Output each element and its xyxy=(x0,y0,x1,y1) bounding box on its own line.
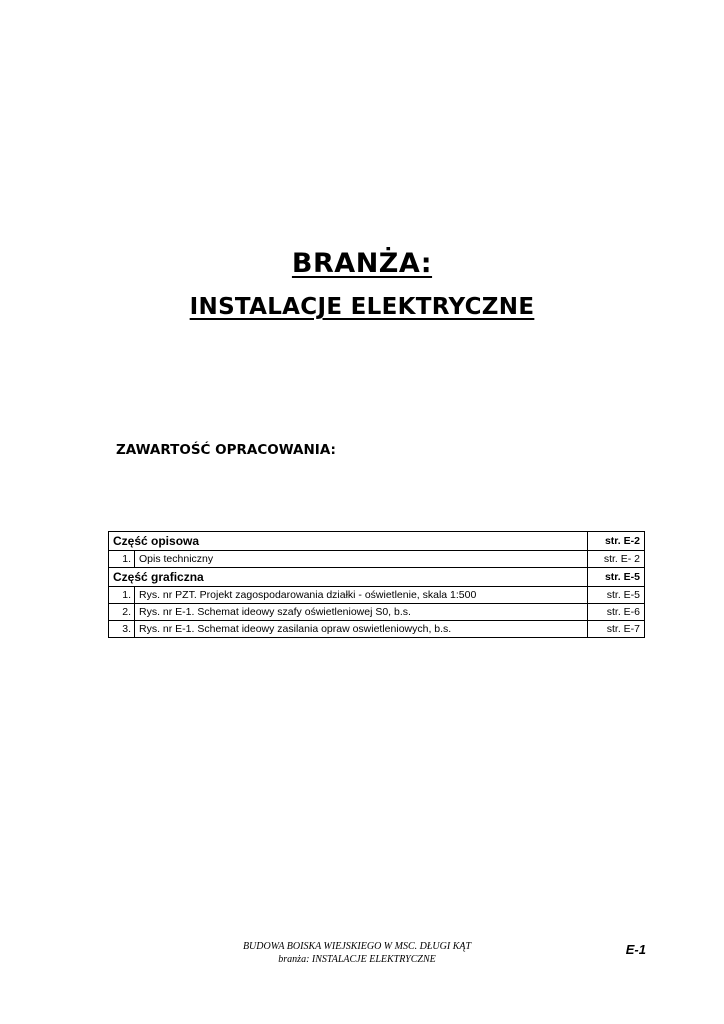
item-number: 2. xyxy=(109,604,135,621)
section-row-graphic xyxy=(109,568,645,587)
section-page: str. E-5 xyxy=(588,568,645,587)
item-number: 3. xyxy=(109,621,135,638)
table-row xyxy=(109,604,645,621)
item-page: str. E- 2 xyxy=(588,551,645,568)
item-text: Rys. nr PZT. Projekt zagospodarowania działki - oświetlenie, skala 1:500 xyxy=(135,587,588,604)
page-title: BRANŻA: xyxy=(291,248,433,279)
contents-table xyxy=(108,531,645,638)
section-page: str. E-2 xyxy=(588,532,645,551)
page-subtitle: INSTALACJE ELEKTRYCZNE xyxy=(189,294,535,320)
section-label: Część graficzna xyxy=(109,568,588,587)
item-number: 1. xyxy=(109,551,135,568)
item-page: str. E-7 xyxy=(588,621,645,638)
item-text: Opis techniczny xyxy=(135,551,588,568)
section-label: Część opisowa xyxy=(109,532,588,551)
table-row xyxy=(109,587,645,604)
footer-project-line: BUDOWA BOISKA WIEJSKIEGO W MSC. DŁUGI KĄT xyxy=(242,941,472,952)
item-number: 1. xyxy=(109,587,135,604)
item-text: Rys. nr E-1. Schemat ideowy szafy oświetleniowej S0, b.s. xyxy=(135,604,588,621)
item-page: str. E-5 xyxy=(588,587,645,604)
footer-discipline-line: branża: INSTALACJE ELEKTRYCZNE xyxy=(278,954,436,965)
table-row xyxy=(109,551,645,568)
item-page: str. E-6 xyxy=(588,604,645,621)
section-row-descriptive xyxy=(109,532,645,551)
contents-heading: ZAWARTOŚĆ OPRACOWANIA: xyxy=(116,442,336,458)
footer-text xyxy=(150,940,564,966)
table-row xyxy=(109,621,645,638)
page-number: E-1 xyxy=(625,942,646,957)
item-text: Rys. nr E-1. Schemat ideowy zasilania opraw oswietleniowych, b.s. xyxy=(135,621,588,638)
